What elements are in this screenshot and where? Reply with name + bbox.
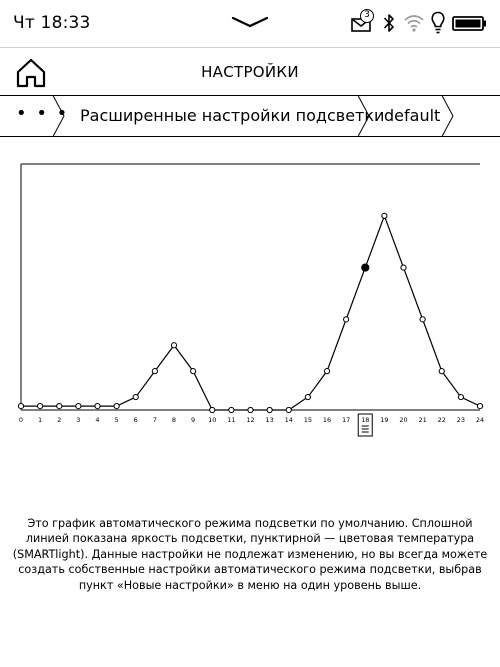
data-point <box>324 369 329 374</box>
data-point <box>401 265 406 270</box>
data-point <box>382 213 387 218</box>
data-point <box>439 369 444 374</box>
tick-label: 5 <box>114 416 119 424</box>
data-point <box>57 404 62 409</box>
data-point <box>267 407 272 412</box>
tick-label: 18 <box>361 416 370 424</box>
brightness-line <box>21 216 480 410</box>
tick-label: 16 <box>322 416 332 424</box>
data-point <box>18 404 23 409</box>
data-point <box>229 407 234 412</box>
tick-label: 12 <box>246 416 255 424</box>
data-point <box>76 404 81 409</box>
tick-label: 22 <box>437 416 446 424</box>
tick-label: 21 <box>418 416 427 424</box>
tick-label: 6 <box>133 416 138 424</box>
mail-count-badge: 3 <box>360 9 374 23</box>
tick-label: 20 <box>399 416 408 424</box>
tick-label: 13 <box>265 416 274 424</box>
bluetooth-icon[interactable] <box>383 12 395 34</box>
tick-label: 3 <box>76 416 81 424</box>
tick-label: 11 <box>227 416 236 424</box>
data-point <box>344 317 349 322</box>
breadcrumb-current-item[interactable] <box>64 95 385 137</box>
data-point <box>362 264 369 271</box>
breadcrumb <box>0 95 500 137</box>
data-point <box>477 404 482 409</box>
tick-label: 1 <box>38 416 43 424</box>
breadcrumb-profile-item[interactable] <box>369 95 449 137</box>
data-point <box>420 317 425 322</box>
chart-description: Это график автоматического режима подсветки по умолчанию. Сплошной линией показана яркость подсветки, пунктирной — цветовая температура (SMARTlight). Данные настройки не подлежат изменению, но вы всегда можете создать собственные настройки автоматического режима подсветки, выбрав пункт «Новые настройки» в меню на один уровень выше. <box>12 517 488 592</box>
data-point <box>191 369 196 374</box>
data-point <box>171 343 176 348</box>
lightbulb-icon[interactable] <box>431 11 445 35</box>
tick-label: 4 <box>95 416 100 424</box>
tick-label: 0 <box>18 416 24 424</box>
data-point <box>210 407 215 412</box>
data-point <box>458 394 463 399</box>
tick-label: 9 <box>191 416 196 424</box>
data-point <box>38 404 43 409</box>
status-icons <box>351 10 487 36</box>
battery-icon[interactable] <box>452 16 487 31</box>
data-point <box>305 394 310 399</box>
page-title: НАСТРОЙКИ <box>201 63 299 81</box>
tick-label: 24 <box>475 416 485 424</box>
title-bar <box>0 48 500 96</box>
tick-label: 8 <box>171 416 177 424</box>
more-icon: • • • <box>16 103 70 124</box>
chevron-down-icon[interactable] <box>231 15 269 29</box>
data-point <box>95 404 100 409</box>
breadcrumb-current-label: Расширенные настройки подсветки <box>80 106 385 125</box>
breadcrumb-more-button[interactable] <box>0 95 70 137</box>
tick-label: 2 <box>57 416 62 424</box>
tick-label: 19 <box>380 416 389 424</box>
tick-label: 7 <box>152 416 157 424</box>
data-point <box>286 407 291 412</box>
data-point <box>152 369 157 374</box>
data-point <box>248 407 253 412</box>
tick-label: 23 <box>456 416 466 424</box>
data-point <box>114 404 119 409</box>
chart-svg[interactable] <box>0 150 500 450</box>
tick-label: 15 <box>303 416 313 424</box>
tick-label: 14 <box>284 416 293 424</box>
tick-label: 10 <box>208 416 217 424</box>
status-bar <box>0 0 500 46</box>
data-point <box>133 394 138 399</box>
tick-label: 17 <box>341 416 351 424</box>
status-time: Чт 18:33 <box>13 13 91 33</box>
backlight-schedule-chart[interactable] <box>0 150 500 450</box>
wifi-icon[interactable] <box>403 13 425 33</box>
breadcrumb-profile-label: default <box>384 106 441 125</box>
